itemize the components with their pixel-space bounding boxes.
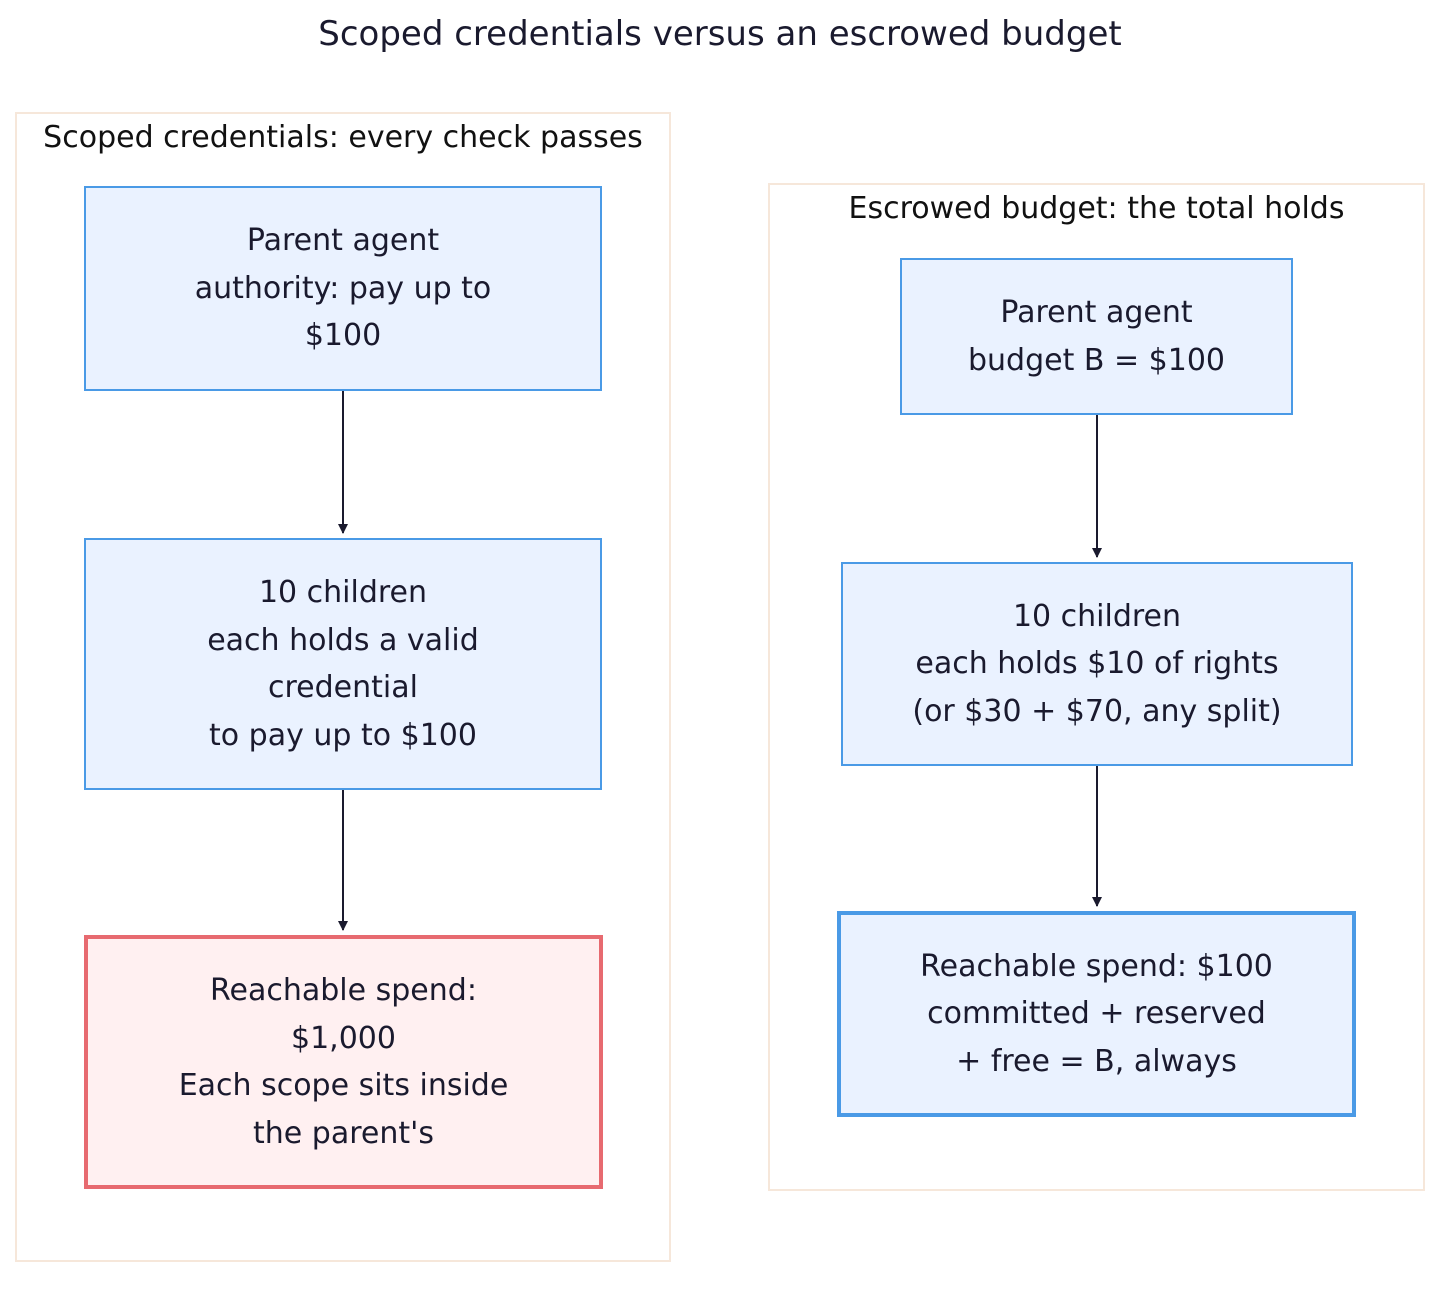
node-text-line: Reachable spend: (210, 973, 477, 1008)
node-text-line: (or $30 + $70, any split) (912, 693, 1282, 729)
node-text-line: Parent agent (246, 223, 440, 259)
node-right-reachable-spend (837, 911, 1356, 1117)
node-text-line: committed + reserved (927, 996, 1266, 1032)
node-text-line: $1,000 (291, 1020, 396, 1056)
node-left-parent-agent (84, 186, 602, 391)
node-text-line: $100 (304, 318, 382, 354)
node-text-line: the parent's (253, 1115, 434, 1151)
node-text-line: + free = B, always (956, 1043, 1237, 1079)
diagram-title: Scoped credentials versus an escrowed budget (318, 14, 1122, 54)
node-text-line: Parent agent (1000, 295, 1193, 330)
node-text-line: each holds $10 of rights (915, 646, 1279, 682)
node-text-line: Each scope sits inside (178, 1068, 509, 1103)
group-label-escrowed-budget: Escrowed budget: the total holds (848, 191, 1345, 226)
node-right-parent-agent (900, 258, 1293, 415)
node-text-line: authority: pay up to (194, 270, 492, 306)
node-text-line: credential (268, 670, 418, 705)
group-label-scoped-credentials: Scoped credentials: every check passes (43, 120, 643, 155)
node-left-children (84, 538, 602, 790)
node-text-line: 10 children (1012, 598, 1182, 634)
node-right-children (841, 562, 1353, 766)
node-text-line: each holds a valid (207, 622, 479, 658)
node-text-line: Reachable spend: $100 (920, 948, 1273, 984)
node-text-line: budget B = $100 (967, 342, 1226, 378)
node-left-reachable-spend (84, 935, 603, 1189)
node-text-line: to pay up to $100 (209, 717, 477, 753)
node-text-line: 10 children (258, 575, 428, 610)
